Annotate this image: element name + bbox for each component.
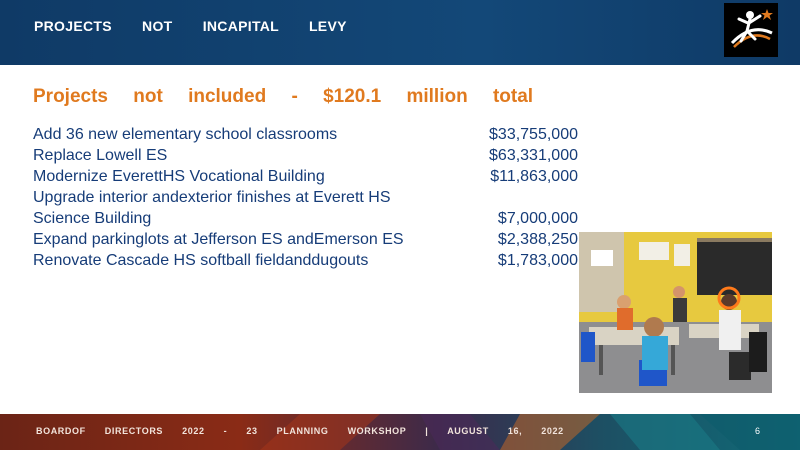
project-name: Replace Lowell ES <box>33 147 168 164</box>
project-row <box>33 229 578 250</box>
header-title: PROJECTS NOT INCAPITAL LEVY <box>34 18 347 34</box>
page-number: 6 <box>755 426 761 436</box>
project-name: Modernize EverettHS Vocational Building <box>33 168 325 185</box>
project-list <box>33 124 578 271</box>
footer-text: BOARDOF DIRECTORS 2022 - 23 PLANNING WORKSHOP | AUGUST 16, 2022 <box>36 426 564 436</box>
project-amount: $63,331,000 <box>489 147 578 164</box>
project-amount: $33,755,000 <box>489 126 578 143</box>
project-name: Expand parkinglots at Jefferson ES andEmerson ES <box>33 231 404 248</box>
project-name: Upgrade interior andexterior finishes at Everett HS <box>33 189 391 206</box>
classroom-photo-illustration <box>579 232 772 393</box>
project-amount: $11,863,000 <box>490 168 578 185</box>
project-row <box>33 250 578 271</box>
project-row <box>33 124 578 145</box>
project-name: Renovate Cascade HS softball fieldanddugouts <box>33 252 369 269</box>
logo-figure-icon <box>724 3 778 57</box>
project-name: Add 36 new elementary school classrooms <box>33 126 338 143</box>
project-name: Science Building <box>33 210 152 227</box>
slide-subtitle: Projects not included - $120.1 million total <box>33 86 534 107</box>
project-row <box>33 187 578 208</box>
slide-header <box>0 0 800 65</box>
classroom-photo <box>579 232 772 393</box>
project-amount: $7,000,000 <box>497 210 578 227</box>
project-row <box>33 208 578 229</box>
slide-footer <box>0 414 800 450</box>
project-amount: $1,783,000 <box>497 252 578 269</box>
project-amount: $2,388,250 <box>497 231 578 248</box>
project-row <box>33 145 578 166</box>
project-row <box>33 166 578 187</box>
district-logo <box>724 3 778 57</box>
